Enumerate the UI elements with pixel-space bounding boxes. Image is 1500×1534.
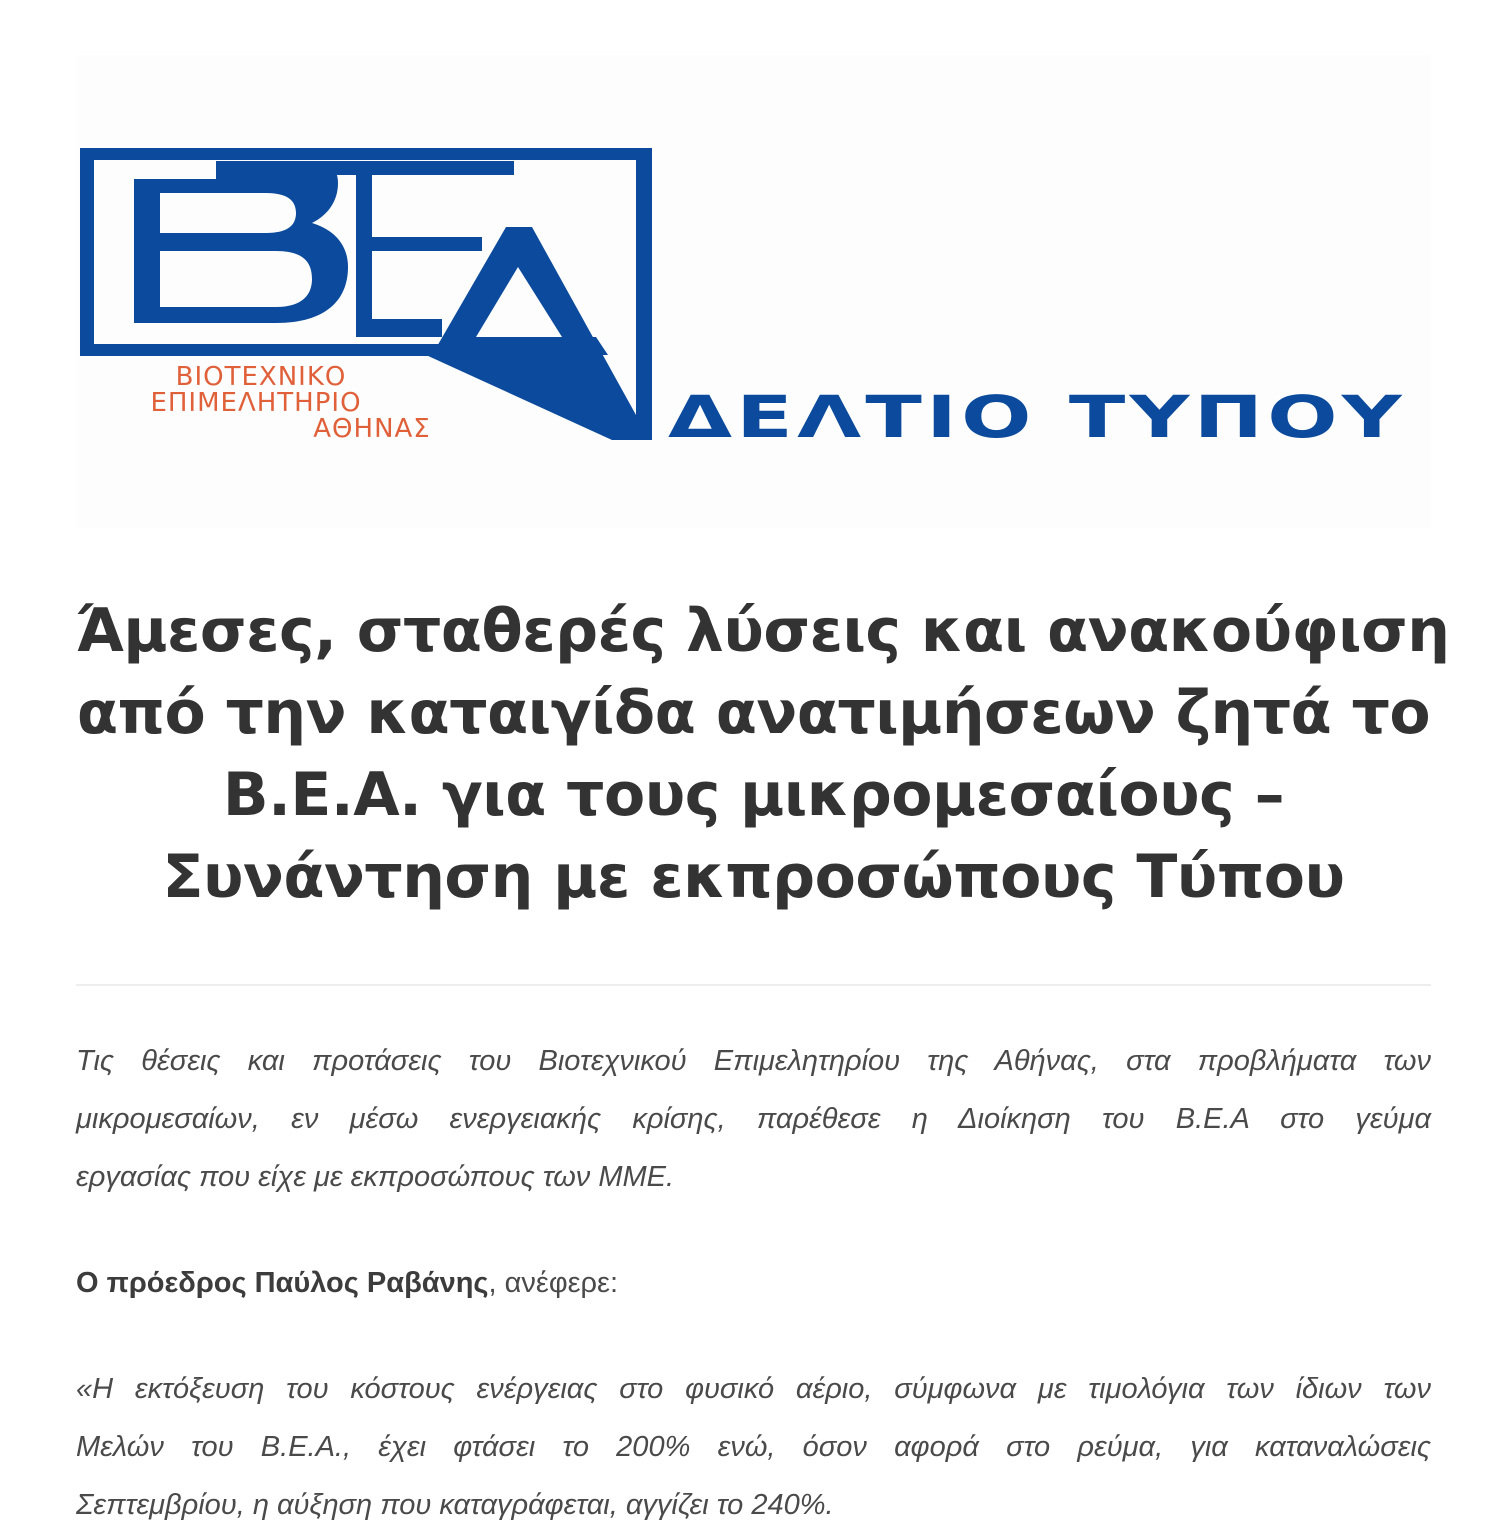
title-line: Συνάντηση με εκπροσώπους Τύπου (162, 842, 1345, 912)
title-line: Β.Ε.Α. για τους μικρομεσαίους – (222, 760, 1285, 830)
title-divider (76, 984, 1431, 986)
quote-paragraph (76, 1360, 1431, 1534)
svg-text:ΑΘΗΝΑΣ: ΑΘΗΝΑΣ (313, 414, 431, 444)
svg-text:ΕΠΙΜΕΛΗΤΗΡΙΟ: ΕΠΙΜΕΛΗΤΗΡΙΟ (150, 388, 362, 418)
speaker-line (76, 1254, 1431, 1312)
paragraph-line: εργασίας που είχε με εκπροσώπους των ΜΜΕ. (76, 1161, 675, 1193)
paragraph-line: Μελών του Β.Ε.Α., έχει φτάσει το 200% ενώ, όσον αφορά στο ρεύμα, για καταναλώσεις (76, 1431, 1431, 1463)
paragraph-line: μικρομεσαίων, εν μέσω ενεργειακής κρίσης, παρέθεσε η Διοίκηση του Β.Ε.Α στο γεύμα (76, 1103, 1431, 1135)
speaker-name: Ο πρόεδρος Παύλος Ραβάνης (76, 1267, 489, 1299)
article-title (76, 590, 1450, 918)
svg-text:ΒΙΟΤΕΧΝΙΚΟ: ΒΙΟΤΕΧΝΙΚΟ (175, 362, 347, 392)
title-line: από την καταιγίδα ανατιμήσεων ζητά το (76, 678, 1431, 748)
bea-logo (76, 55, 1431, 528)
intro-paragraph (76, 1032, 1431, 1206)
title-line: Άμεσες, σταθερές λύσεις και ανακούφιση (76, 596, 1450, 666)
speaker-paragraph (76, 1254, 1431, 1312)
press-release-header-image (76, 55, 1431, 528)
paragraph-line: «Η εκτόξευση του κόστους ενέργειας στο φυσικό αέριο, σύμφωνα με τιμολόγια των ίδιων των (76, 1373, 1431, 1405)
speaker-suffix: , ανέφερε: (488, 1267, 619, 1299)
paragraph-line: Τις θέσεις και προτάσεις του Βιοτεχνικού Επιμελητηρίου της Αθήνας, στα προβλήματα των (76, 1045, 1431, 1077)
banner-text: ΔΕΛΤΙΟ ΤΥΠΟΥ (668, 383, 1406, 451)
paragraph-line: Σεπτεμβρίου, η αύξηση που καταγράφεται, αγγίζει το 240%. (76, 1489, 834, 1521)
